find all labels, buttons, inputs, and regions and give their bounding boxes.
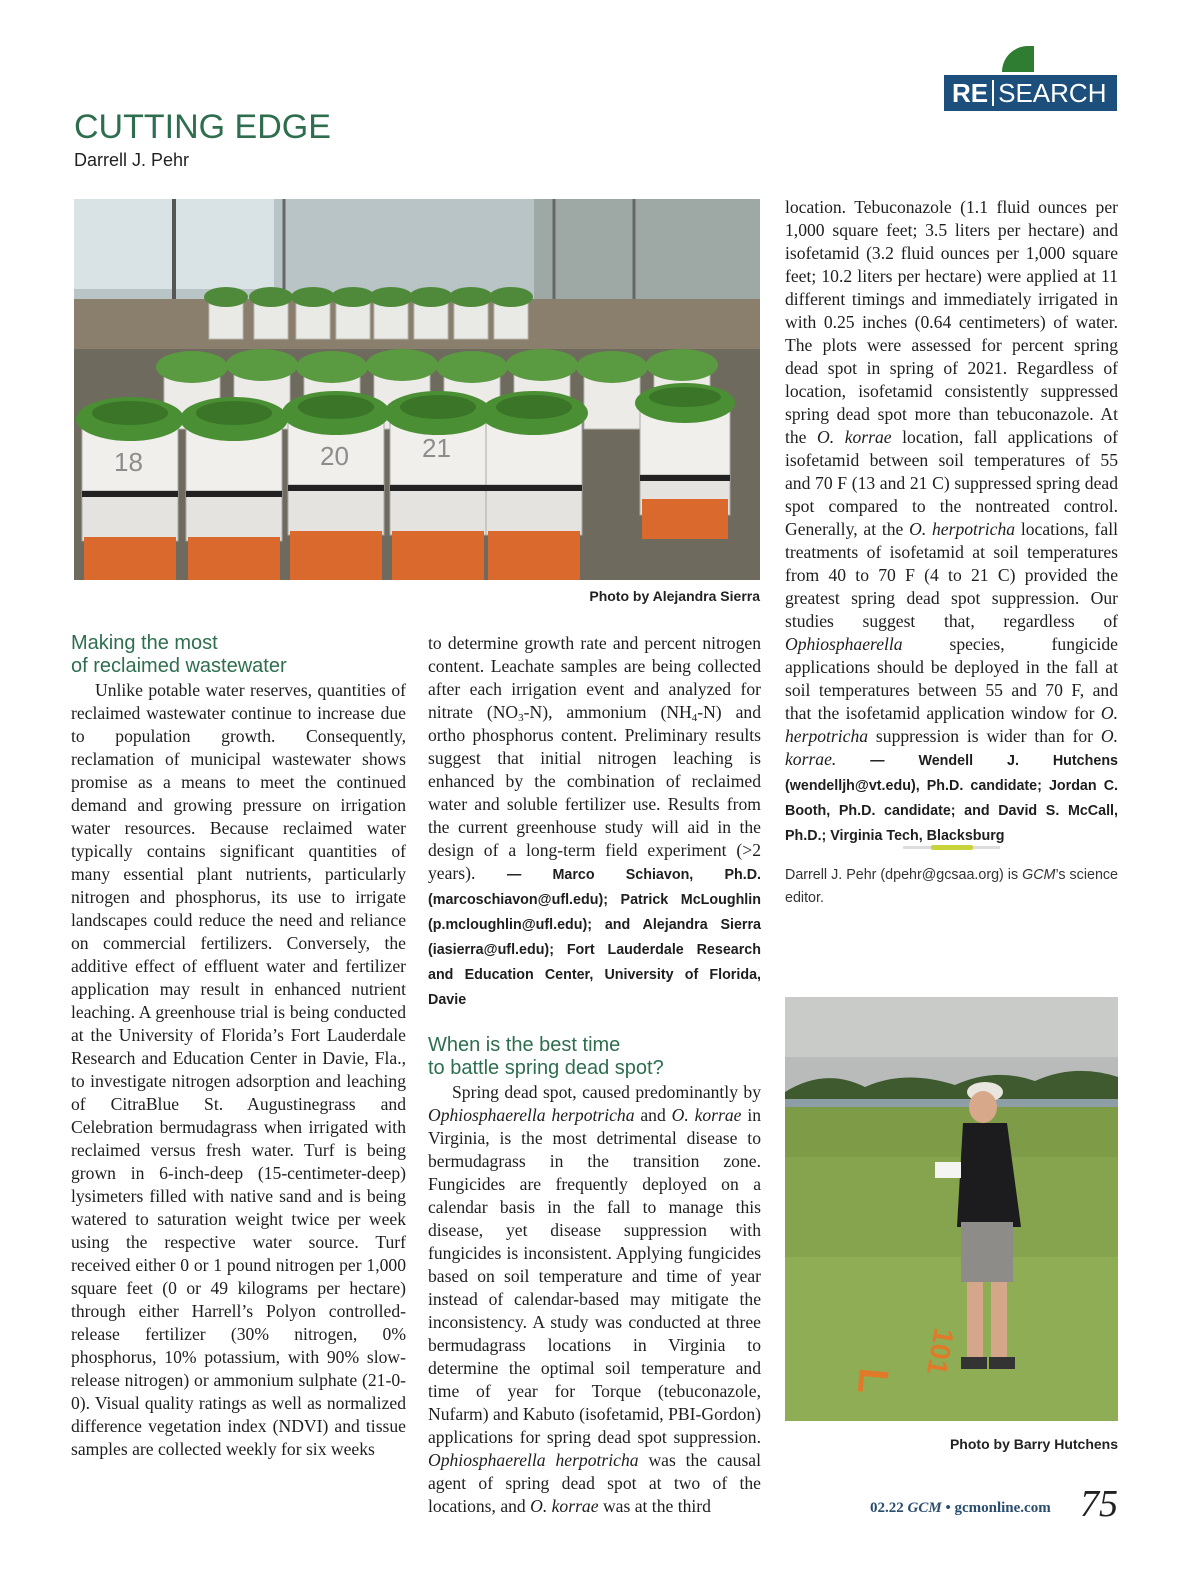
author-credits: — Marco Schiavon, Ph.D. (marcoschiavon@ufl.edu); Patrick McLoughlin (p.mcloughlin@ufl.edu); and Alejandra Sierra (iasierra@ufl.edu); Fort Lauderdale Research and Education Center, University of Florida, Davie (428, 867, 761, 1008)
greenhouse-photo (74, 199, 760, 580)
text-run: Spring dead spot, caused predominantly by (452, 1082, 761, 1102)
text-run: to determine growth rate and percent nitrogen content. Leachate samples are being collected after each irrigation event and analyzed for nitrate (NO (428, 633, 761, 722)
text-run: was the causal agent of spring dead spot at two of the locations, and (428, 1450, 762, 1516)
article-heading (428, 1034, 761, 1080)
column-2 (428, 632, 761, 1518)
species-name: Ophiosphaerella herpotricha (428, 1105, 635, 1125)
body-paragraph (428, 1081, 761, 1518)
species-name: Ophiosphaerella (785, 634, 903, 654)
photo-credit: Photo by Alejandra Sierra (589, 588, 760, 604)
species-name: O. korrae. (785, 726, 1118, 769)
text-run: -N), ammonium (NH (523, 702, 692, 722)
photo-credit: Photo by Barry Hutchens (949, 1436, 1118, 1452)
text-run: species, fungicide applications should be deployed in the fall at soil temperatures between 55 and 70 F, and that the isofetamid application window for (785, 634, 1118, 723)
magazine-name: GCM (907, 1500, 942, 1516)
body-paragraph (428, 632, 761, 1012)
editor-note (785, 864, 1118, 910)
ground-mark: L (848, 1366, 898, 1396)
text-run: in Virginia, is the most detrimental disease to bermudagrass in the transition zone. Fungicides are frequently deployed on a calendar basis in the fall to manage this disease, yet disease suppression with fungicides is inconsistent. Applying fungicides based on soil temperature and time of year instead of calendar-based may mitigate the inconsistency. A study was conducted at three bermudagrass locations in Virginia to determine the optimal soil temperature and time of year for Torque (tebuconazole, Nufarm) and Kabuto (isofetamid, PBI-Gordon) applications for spring dead spot suppression. (428, 1105, 762, 1447)
issue-date: 02.22 (870, 1500, 904, 1516)
species-name: O. korrae (817, 427, 892, 447)
text-run: location, fall applications of isofetamid between soil temperatures of 55 and 70 F (13 and 21 C) suppressed spring dead spot compared to the nontreated control. Generally, at the (785, 427, 1118, 539)
text-run: location. Tebuconazole (1.1 fluid ounces per 1,000 square feet; 3.5 liters per hectare) and isofetamid (3.2 fluid ounces per 1,000 square feet; 10.2 liters per hectare) were applied at 11 different timings and immediately irrigated in with 0.25 inches (0.64 centimeters) of water. The plots were assessed for percent spring dead spot in spring of 2021. Regardless of location, isofetamid consistently suppressed spring dead spot more than tebuconazole. At the (785, 197, 1118, 447)
ground-mark: 101 (920, 1325, 960, 1378)
research-leaf-icon (1002, 46, 1034, 72)
magazine-name: GCM (1022, 867, 1056, 883)
subscript: 3 (518, 712, 524, 724)
text-run: ’s science editor. (785, 867, 1119, 906)
research-badge (944, 75, 1117, 111)
page-number: 75 (1080, 1483, 1118, 1525)
page-footer (870, 1500, 1051, 1517)
species-name: Ophiosphaerella herpotricha (428, 1450, 639, 1470)
species-name: O. herpotricha (909, 519, 1016, 539)
species-name: O. korrae (671, 1105, 742, 1125)
badge-re: RE (952, 77, 989, 108)
pot-label: 20 (320, 441, 349, 471)
species-name: O. korrae (530, 1496, 599, 1516)
badge-search: SEARCH (998, 77, 1107, 108)
badge-separator (992, 80, 994, 106)
text-run: and (634, 1105, 672, 1125)
text-run: locations, fall treatments of isofetamid at soil temperatures from 40 to 70 F (4 to 21 C) provided the greatest spring dead spot suppression. Our studies suggest that, regardless of (785, 519, 1118, 631)
column-1 (71, 632, 406, 1461)
heading-line: When is the best time (428, 1034, 621, 1056)
pot-label: 21 (422, 433, 451, 463)
column-3 (785, 196, 1118, 848)
section-divider (903, 846, 1000, 849)
text-run: suppression is wider than for (868, 726, 1101, 746)
byline: Darrell J. Pehr (74, 150, 190, 170)
section-title: CUTTING EDGE (74, 108, 331, 146)
footer-bullet: • (945, 1500, 951, 1516)
divider-accent (931, 845, 973, 850)
heading-line: to battle spring dead spot? (428, 1057, 664, 1079)
species-name: O. herpotricha (785, 703, 1118, 746)
website: gcmonline.com (954, 1500, 1051, 1516)
body-paragraph: Unlike potable water reserves, quantities of reclaimed wastewater continue to increase due to population growth. Consequently, reclamation of municipal wastewater shows promise as a means to meet the continued demand and growing pressure on irrigation water resources. Because reclaimed water typically contains significant quantities of many essential plant nutrients, particularly nitrogen and phosphorus, its use to irrigate landscapes could reduce the need and reliance on commercial fertilizers. Conversely, the additive effect of effluent water and fertilizer application may result in enhanced nutrient leaching. A greenhouse trial is being conducted at the University of Florida’s Fort Lauderdale Research and Education Center in Davie, Fla., to investigate nitrogen adsorption and leaching of CitraBlue St. Augustinegrass and Celebration bermudagrass when irrigated with reclaimed versus fresh water. Turf is being grown in 6-inch-deep (15-centimeter-deep) lysimeters filled with native sand and is being watered to saturation weight twice per week using the respective water source. Turf received either 0 or 1 pound nitrogen per 1,000 square feet (0 or 49 kilograms per hectare) through either Harrell’s Polyon controlled-release fertilizer (30% nitrogen, 0% phosphorus, 10% potassium, with 90% slow-release nitrogen) or ammonium sulphate (21-0-0). Visual quality ratings as well as normalized difference vegetation index (NDVI) and tissue samples are collected weekly for six weeks (71, 680, 406, 1459)
pot-label: 18 (114, 447, 143, 477)
golf-course-photo (785, 997, 1118, 1421)
text-run: Darrell J. Pehr (dpehr@gcsaa.org) is (785, 867, 1023, 883)
text-run: was at the third (598, 1496, 711, 1516)
author-credits: — Wendell J. Hutchens (wendelljh@vt.edu), Ph.D. candidate; Jordan C. Booth, Ph.D. candidate; and David S. McCall, Ph.D.; Virginia Tech, Blacksburg (785, 753, 1118, 844)
text-run: -N) and ortho phosphorus content. Preliminary results suggest that initial nitrogen leaching is enhanced by the combination of reclaimed water and soluble fertilizer use. Results from the current greenhouse study will aid in the design of a long-term field experiment (>2 years). (428, 702, 761, 883)
heading-line: Making the most (71, 632, 218, 654)
heading-line: of reclaimed wastewater (71, 655, 287, 677)
body-paragraph (785, 196, 1118, 848)
subscript: 4 (691, 712, 698, 724)
article-heading (71, 632, 406, 678)
